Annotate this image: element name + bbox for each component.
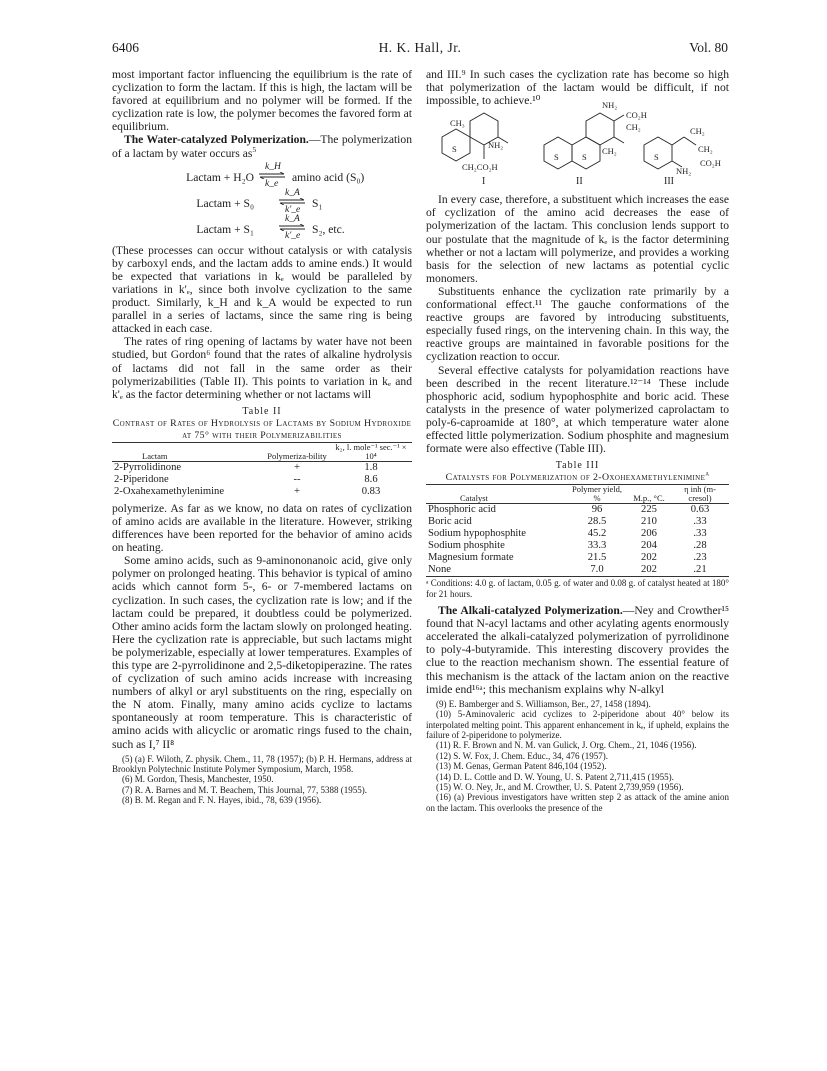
footnote: (15) W. O. Ney, Jr., and M. Crowther, U. S. Patent 2,739,959 (1956). [436,781,684,792]
structure-label: I [482,176,486,188]
structure-text: CH₂CO₂H [462,162,498,173]
table-row [426,516,729,528]
table-title: Contrast of Rates of Hydrolysis of Lactams by Sodium Hydroxide at 75° with their Polymerizabilities [112,417,412,441]
structure-text: S [452,144,457,155]
footnote: (11) R. F. Brown and N. M. van Gulick, J. Org. Chem., 21, 1046 (1956). [436,740,697,751]
paragraph: The rates of ring opening of lactams by water have not been studied, but Gordon⁶ found that the rates of alkaline hydrolysis of lactams did not fall in the same order as their polymerizabilities (Table II). This points to variation in kₑ and k'ₑ as the factor determining whether or not lactams will [112,335,412,401]
table-title-text: Catalysts for Polymerization of 2-Oxohexamethylenimine [445,472,706,484]
table-cell: 206 [641,528,657,540]
section-heading: The Water-catalyzed Polymerization. [124,133,309,147]
structure-text: NH₂ [488,140,504,151]
table-row [426,504,729,517]
footnote: (6) M. Gordon, Thesis, Manchester, 1950. [122,774,274,785]
table-iii [426,459,729,599]
paragraph: In every case, therefore, a substituent which increases the ease of cyclization of the amino acid decreases the ease of polymerization of the lactam. This conclusion lends support to our postulate that the magnitude of kₑ is the factor determining whether or not a lactam will polymerize, and provides a working basis for the selection of new lactams as potential cyclic monomers. [426,193,729,285]
equation-rhs: amino acid (S₀) [292,170,365,184]
column-header: η inh (m-cresol) [684,484,716,504]
table-row [426,552,729,564]
chemical-structures [426,100,729,188]
table-cell: 202 [641,552,657,564]
table-cell: .33 [693,516,707,528]
section-heading: The Alkali-catalyzed Polymerization. [438,604,623,618]
table-cell: Sodium phosphite [428,540,505,552]
section-text: —The polymerization of a lactam by water occurs as [112,133,412,160]
table-cell: 8.6 [364,473,378,485]
equation-lhs: Lactam + S₀ [196,196,254,210]
footnotes [112,754,412,806]
structure-text: CH₂ [602,146,617,157]
table-cell: 210 [641,516,657,528]
table-cell: 0.83 [361,485,381,497]
table-row [426,528,729,540]
table-cell: 1.8 [364,461,378,473]
footnote: (16) (a) Previous investigators have written step 2 as attack of the amine anion on the lactam. This overlooks the presence of the [426,792,729,813]
table-cell: + [294,461,300,473]
equation-1 [112,162,412,188]
equilibrium-arrow [278,214,306,240]
column-header: Lactam [142,450,168,461]
section-paragraph [426,604,729,696]
table-cell: Boric acid [428,516,472,528]
table-cell: -- [293,473,301,485]
table-cell: Sodium hypophosphite [428,528,526,540]
structure-text: S [554,152,559,163]
structure-text: CH₂ [626,122,641,133]
equilibrium-arrow [278,188,306,214]
structure-text: NH₂ [602,100,618,111]
table-cell: 2-Piperidone [114,473,169,485]
data-table [112,442,412,498]
structure-label: II [576,176,583,188]
rate-constant-forward: k_H [265,161,281,172]
equation-2 [132,188,412,214]
paragraph: most important factor influencing the equilibrium is the rate of cyclization to form the lactam. If this is high, the lactam will be favored at equilibrium and no polymer will be formed. If the cyclization rate is low, the polymer becomes the favored form at equilibrium. [112,68,412,134]
footnote: (5) (a) F. Wiloth, Z. physik. Chem., 11, 78 (1957); (b) P. H. Hermans, address at Brooklyn Polytechnic Institute Polymer Symposium, March, 1958. [112,753,412,775]
table-cell: 28.5 [587,516,607,528]
table-cell: 2-Pyrrolidinone [114,461,182,473]
footnote: (13) M. Genas, German Patent 846,104 (1952). [436,761,607,772]
table-cell: 33.3 [587,540,607,552]
rate-constant-forward: k_A [285,213,300,224]
table-cell: 204 [641,540,657,552]
column-header: M.p., °C. [633,493,665,504]
table-cell: None [428,564,451,576]
footnotes [426,699,729,813]
paragraph: Some amino acids, such as 9-aminononanoic acid, give only polymer on prolonged heating. This behavior is typical of amino acids which cannot form 5-, 6- or 7-membered lactams on cyclization. In such cases, the cyclization rate is low; and if the lactam could be prepared, it doubtless could be polymerized. Other amino acids form the lactam slowly on prolonged heating. Here the cyclization rate is appreciable, but such lactams might be polymerizable, especially at lower temperatures. Examples of this type are 2-pyrrolidinone and 2,5-diketopiperazine. The rates of cyclization of such amino acids increase with increasing numbers of alkyl or aryl substituents on the ring, especially on the N atom. Finally, many amino acids cyclize to lactams spontaneously at room temperature. This is characteristic of amino acids with alicyclic or aromatic rings fused to the chain, such as I,⁷ II⁸ [112,554,412,751]
equation-3 [132,214,412,240]
column-header: Polymeriza-bility [267,450,327,461]
table-ii [112,405,412,498]
left-column [112,68,412,806]
structure-text: CO₂H [700,158,721,169]
structure-text: S [654,152,659,163]
equation-lhs: Lactam + H₂O [186,170,254,184]
table-cell: .33 [693,528,707,540]
page-number: 6406 [112,40,139,55]
table-row [426,540,729,552]
table-cell: Magnesium formate [428,552,514,564]
table-note-ref: a [705,468,710,478]
footnote: (9) E. Bamberger and S. Williamson, Ber., 27, 1458 (1894). [436,698,651,709]
table-cell: .28 [693,540,707,552]
equilibrium-arrow [258,162,286,188]
table-row [112,461,412,474]
data-table [426,484,729,576]
running-author: H. K. Hall, Jr. [378,40,462,55]
structure-text: S [582,152,587,163]
table-row [112,474,412,486]
table-cell: Phosphoric acid [428,504,496,516]
table-cell: 21.5 [587,552,607,564]
table-cell: 96 [591,504,603,516]
equation-lhs: Lactam + S₁ [196,222,254,236]
column-header: Polymer yield, % [571,484,623,504]
table-row [112,486,412,498]
column-header: k₂, l. mole⁻¹ sec.⁻¹ × 10⁴ [335,441,407,461]
paragraph: (These processes can occur without catalysis or with catalysis by carboxyl ends, and the lactam adds to amine ends.) It would be expected that variations in kₑ would be paralleled by variations in k'ₑ, since both involve cyclization to the same product. Similarly, k_H and k_A would be expected to run parallel in a series of lactams, since the same ring is being attacked in each case. [112,243,412,336]
footnote: (12) S. W. Fox, J. Chem. Educ., 34, 476 (1957). [436,750,608,761]
section-text: —Ney and Crowther¹⁵ found that N-acyl lactams and other acylating agents enormously accelerated the alkali-catalyzed polymerization of pyrrolidinone to poly-4-butyramide. This interesting discovery provides the clue to the reaction mechanism shown. The essential feature of this mechanism is the attack of the lactam anion on the reactive imide end¹⁶ᵃ; this mechanism explains why N-alkyl [426,604,729,696]
footnote-ref: 5 [252,144,257,154]
equation-rhs: S₂, etc. [312,222,345,236]
right-column [426,68,729,813]
table-caption: Table III [555,460,600,472]
page-header [112,40,728,58]
column-header: Catalyst [460,493,488,504]
reaction-equations [112,162,412,240]
table-cell: .23 [693,552,707,564]
footnote: (10) 5-Aminovaleric acid cyclizes to 2-piperidone about 40° below its interpolated melting point. This apparent enhancement in kₑ, if upheld, explains the failure of 2-piperidone to polymerize. [426,709,729,740]
rate-constant-reverse: k'_e [285,204,301,215]
paragraph: Several effective catalysts for polyamidation reactions have been described in the recent literature.¹²⁻¹⁴ These include phosphoric acid, sodium hypophosphite and boric acid. These catalysts in the presence of water polymerized caprolactam to poly-6-caproamide at 180°, at which temperature water alone effected little polymerization. Sodium phosphite and magnesium formate were also effective (Table III). [426,363,729,456]
table-row [426,564,729,576]
volume-number: Vol. 80 [689,40,728,55]
section-paragraph [112,133,412,159]
footnote: (14) D. L. Cottle and D. W. Young, U. S. Patent 2,711,415 (1955). [436,771,674,782]
table-caption: Table II [242,405,282,417]
table-cell: 0.63 [690,504,710,516]
table-cell: 2-Oxahexamethylenimine [114,485,225,497]
table-cell: 202 [641,564,657,576]
structure-text: CH₂ [690,126,705,137]
table-cell: + [294,485,300,497]
rate-constant-reverse: k_e [265,178,279,189]
table-cell: .21 [693,564,707,576]
table-note: ᵃ Conditions: 4.0 g. of lactam, 0.05 g. of water and 0.08 g. of catalyst heated at 180° for 21 hours. [426,578,729,599]
paragraph: Substituents enhance the cyclization rate primarily by a conformational effect.¹¹ The gauche conformations of the reactive groups are favored by introducing substituents, especially fused rings, on the intervening chain. In this way, the reactive groups are maintained in favorable positions for the cyclization reaction to occur. [426,284,729,364]
structure-text: CO₂H [626,110,647,121]
footnote: (7) R. A. Barnes and M. T. Beachem, This Journal, 77, 5388 (1955). [122,784,367,795]
paragraph: and III.⁹ In such cases the cyclization rate has become so high that polymerization of the lactam would be difficult, if not impossible, to achieve.¹⁰ [426,68,729,108]
rate-constant-forward: k_A [285,187,300,198]
structure-label: III [664,176,674,188]
rate-constant-reverse: k'_e [285,230,301,241]
structure-text: CH₃ [450,118,465,129]
table-cell: 45.2 [587,528,607,540]
structure-text: NH₂ [676,166,692,177]
table-cell: 7.0 [590,564,604,576]
table-title [426,468,729,484]
table-cell: 225 [641,504,657,516]
equation-rhs: S₁ [312,196,323,210]
paragraph: polymerize. As far as we know, no data on rates of cyclization of amino acids are available in the literature. However, striking differences have been reported for the behavior of amino acids on heating. [112,501,412,555]
structure-text: CH₂ [698,144,713,155]
footnote: (8) B. M. Regan and F. N. Hayes, ibid., 78, 639 (1956). [122,795,322,806]
